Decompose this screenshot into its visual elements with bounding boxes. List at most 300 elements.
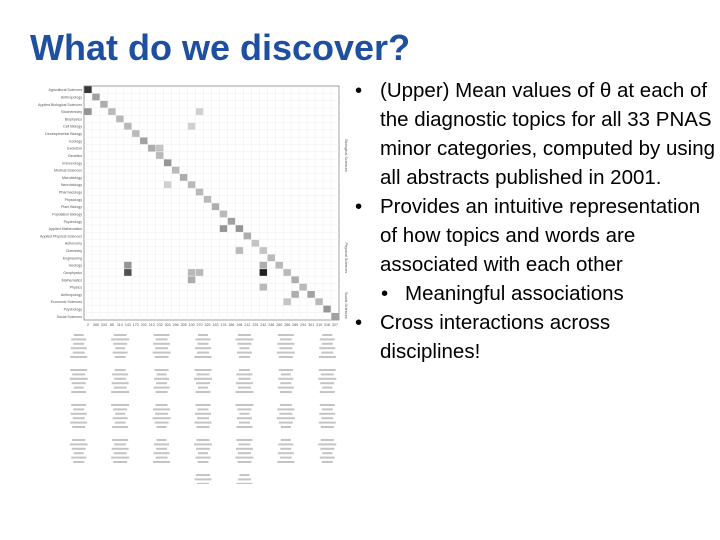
heatmap-cell bbox=[172, 167, 179, 174]
column-number: 280 bbox=[92, 323, 99, 327]
heatmap-cell bbox=[132, 130, 139, 137]
word-list-line bbox=[111, 391, 129, 393]
word-list-line bbox=[318, 443, 336, 445]
word-list-line bbox=[115, 369, 126, 371]
heatmap-cell bbox=[196, 108, 203, 115]
word-list-line bbox=[195, 422, 212, 424]
word-list-line bbox=[280, 404, 292, 406]
column-number: 176 bbox=[220, 323, 227, 327]
heatmap-cell bbox=[164, 181, 171, 188]
word-list-line bbox=[321, 417, 333, 419]
row-label: Applied Mathematics bbox=[48, 227, 82, 232]
word-list-line bbox=[279, 369, 293, 371]
word-list-line bbox=[322, 334, 332, 336]
word-list-line bbox=[236, 382, 253, 384]
topic-category-figure bbox=[28, 84, 350, 484]
column-number: 270 bbox=[196, 323, 203, 327]
heatmap-cell bbox=[252, 240, 259, 247]
word-list-line bbox=[112, 382, 129, 384]
word-list-line bbox=[236, 439, 252, 441]
word-list-line bbox=[154, 387, 170, 389]
word-list-line bbox=[237, 417, 252, 419]
word-list-line bbox=[196, 382, 210, 384]
column-number: 333 bbox=[100, 323, 107, 327]
category-group-label: Biological Sciences bbox=[344, 139, 348, 172]
word-list-line bbox=[114, 452, 127, 454]
column-number: 294 bbox=[300, 323, 307, 327]
word-list-line bbox=[280, 457, 292, 459]
column-number: 100 bbox=[188, 323, 195, 327]
word-list-line bbox=[198, 343, 209, 345]
row-label: Applied Biological Sciences bbox=[38, 102, 82, 107]
heatmap-cell bbox=[268, 254, 275, 261]
word-list-line bbox=[280, 382, 291, 384]
word-list-line bbox=[115, 347, 125, 349]
word-list-line bbox=[195, 356, 212, 358]
row-label: Population Biology bbox=[52, 212, 82, 217]
word-list-line bbox=[235, 404, 253, 406]
word-list-line bbox=[320, 338, 335, 340]
word-list-line bbox=[319, 369, 336, 371]
column-number: 305 bbox=[180, 323, 187, 327]
word-list-line bbox=[237, 352, 252, 354]
word-list-line bbox=[154, 378, 169, 380]
word-list-line bbox=[238, 478, 251, 480]
heatmap-cell bbox=[188, 269, 195, 276]
heatmap-cell bbox=[323, 306, 330, 313]
heatmap-cell bbox=[156, 152, 163, 159]
word-list-line bbox=[194, 443, 212, 445]
word-list-line bbox=[73, 408, 84, 410]
slide-title: What do we discover? bbox=[30, 27, 411, 68]
column-number: 260 bbox=[276, 323, 283, 327]
row-label: Chemistry bbox=[65, 249, 82, 254]
heatmap-cell bbox=[140, 137, 147, 144]
word-list-line bbox=[156, 448, 167, 450]
column-number: 301 bbox=[308, 323, 315, 327]
word-list-line bbox=[239, 356, 250, 358]
heatmap-cell bbox=[204, 196, 211, 203]
word-list-line bbox=[114, 443, 126, 445]
word-list-line bbox=[318, 378, 336, 380]
heatmap-cell bbox=[260, 247, 267, 254]
word-list-line bbox=[154, 452, 170, 454]
word-list-line bbox=[198, 461, 209, 463]
bullet-item bbox=[355, 76, 715, 192]
word-list-line bbox=[196, 457, 211, 459]
word-list-line bbox=[157, 439, 167, 441]
heatmap-cell bbox=[260, 269, 267, 276]
word-list-line bbox=[155, 422, 169, 424]
word-list-line bbox=[322, 408, 333, 410]
heatmap-cell bbox=[236, 247, 243, 254]
heatmap-cell bbox=[156, 145, 163, 152]
column-number: 248 bbox=[268, 323, 275, 327]
word-list-line bbox=[237, 343, 251, 345]
word-list-line bbox=[70, 378, 88, 380]
column-number: 318 bbox=[324, 323, 331, 327]
word-list-line bbox=[157, 426, 167, 428]
word-list-line bbox=[115, 422, 126, 424]
word-list-line bbox=[154, 443, 169, 445]
word-list-line bbox=[196, 448, 210, 450]
word-list-line bbox=[278, 443, 293, 445]
row-label: Anthropology bbox=[60, 95, 82, 100]
word-list-line bbox=[277, 417, 295, 419]
word-list-line bbox=[319, 356, 336, 358]
word-list-line bbox=[156, 338, 168, 340]
heatmap-cell bbox=[108, 108, 115, 115]
column-number: 266 bbox=[284, 323, 291, 327]
word-list-line bbox=[235, 457, 253, 459]
word-list-line bbox=[320, 404, 335, 406]
word-list-line bbox=[277, 408, 294, 410]
word-list-line bbox=[197, 426, 210, 428]
bullet-item bbox=[355, 192, 715, 279]
row-label: Genetics bbox=[67, 153, 82, 158]
column-number: 232 bbox=[156, 323, 163, 327]
heatmap-cell bbox=[84, 86, 91, 93]
word-list-line bbox=[154, 334, 170, 336]
word-list-line bbox=[153, 343, 170, 345]
word-list-line bbox=[71, 457, 86, 459]
word-list-line bbox=[71, 391, 86, 393]
word-list-line bbox=[114, 334, 127, 336]
row-label: Plant Biology bbox=[61, 205, 82, 210]
row-label: Biophysics bbox=[64, 117, 82, 122]
heatmap-cell bbox=[188, 276, 195, 283]
sub-bullet-item bbox=[355, 279, 715, 308]
column-number: 325 bbox=[204, 323, 211, 327]
word-list-line bbox=[195, 369, 212, 371]
bullet-item bbox=[355, 308, 715, 366]
row-label: Mathematics bbox=[61, 278, 82, 283]
word-list-line bbox=[235, 338, 253, 340]
word-list-line bbox=[281, 373, 291, 375]
word-list-line bbox=[72, 448, 86, 450]
word-list-line bbox=[238, 334, 251, 336]
column-number: 296 bbox=[172, 323, 179, 327]
word-list-line bbox=[320, 457, 335, 459]
word-list-line bbox=[71, 347, 87, 349]
heatmap-cell bbox=[164, 159, 171, 166]
word-list-line bbox=[155, 356, 169, 358]
bullet-text: Meaningful associations bbox=[405, 282, 624, 305]
column-number: 327 bbox=[332, 323, 339, 327]
heatmap-cell bbox=[331, 313, 338, 320]
word-list-line bbox=[73, 417, 85, 419]
heatmap-cell bbox=[124, 269, 131, 276]
word-list-line bbox=[319, 422, 336, 424]
row-label: Pharmacology bbox=[59, 190, 82, 195]
column-number: 202 bbox=[140, 323, 147, 327]
word-list-line bbox=[239, 369, 250, 371]
word-list-line bbox=[112, 448, 129, 450]
bullet-dot-icon: • bbox=[355, 311, 363, 334]
word-list-line bbox=[196, 391, 211, 393]
heatmap-cell bbox=[228, 218, 235, 225]
heatmap-cell bbox=[260, 284, 267, 291]
column-number: 170 bbox=[132, 323, 139, 327]
row-label: Applied Physical Sciences bbox=[40, 234, 82, 239]
word-list-line bbox=[111, 404, 129, 406]
word-list-line bbox=[322, 343, 333, 345]
word-list-line bbox=[277, 343, 294, 345]
word-list-line bbox=[155, 369, 169, 371]
word-list-line bbox=[115, 413, 125, 415]
word-list-line bbox=[73, 461, 84, 463]
word-list-line bbox=[74, 334, 84, 336]
word-list-line bbox=[236, 373, 252, 375]
category-group-label: Social Sciences bbox=[344, 291, 348, 319]
word-list-line bbox=[112, 439, 128, 441]
word-list-line bbox=[237, 461, 251, 463]
word-list-line bbox=[194, 378, 212, 380]
word-list-line bbox=[157, 373, 167, 375]
word-list-line bbox=[197, 352, 209, 354]
column-number: 242 bbox=[260, 323, 267, 327]
row-label: Agricultural Sciences bbox=[48, 88, 82, 93]
word-list-line bbox=[279, 422, 293, 424]
heatmap-cell bbox=[220, 211, 227, 218]
row-label: Geology bbox=[68, 263, 82, 268]
word-list-line bbox=[279, 413, 292, 415]
word-list-line bbox=[111, 457, 129, 459]
word-list-line bbox=[113, 408, 127, 410]
word-list-line bbox=[239, 474, 249, 476]
column-number: 310 bbox=[316, 323, 323, 327]
heatmap-cell bbox=[180, 174, 187, 181]
word-list-line bbox=[238, 452, 251, 454]
bullet-list bbox=[355, 76, 715, 366]
word-list-line bbox=[153, 417, 171, 419]
word-list-line bbox=[72, 382, 86, 384]
word-list-line bbox=[238, 443, 250, 445]
word-list-line bbox=[156, 457, 168, 459]
word-list-line bbox=[239, 413, 249, 415]
word-list-line bbox=[198, 452, 208, 454]
word-list-line bbox=[153, 408, 170, 410]
row-label: Developmental Biology bbox=[45, 132, 82, 137]
row-label: Biochemistry bbox=[61, 110, 82, 115]
row-label: Anthropology bbox=[60, 292, 82, 297]
word-list-line bbox=[74, 452, 84, 454]
word-list-line bbox=[195, 478, 212, 480]
heatmap-cell bbox=[220, 225, 227, 232]
word-list-line bbox=[237, 408, 251, 410]
row-label: Immunology bbox=[62, 161, 82, 166]
word-list-line bbox=[114, 378, 126, 380]
word-list-line bbox=[197, 373, 210, 375]
row-label: Economic Sciences bbox=[50, 300, 82, 305]
word-list-line bbox=[278, 452, 294, 454]
word-list-line bbox=[278, 334, 294, 336]
heatmap-cell bbox=[124, 123, 131, 130]
word-list-line bbox=[281, 439, 291, 441]
word-list-line bbox=[322, 452, 332, 454]
word-list-line bbox=[236, 426, 252, 428]
column-number: 198 bbox=[236, 323, 243, 327]
word-list-line bbox=[153, 461, 170, 463]
column-number: 210 bbox=[148, 323, 155, 327]
word-list-line bbox=[70, 369, 87, 371]
column-number: 143 bbox=[124, 323, 131, 327]
word-list-line bbox=[280, 338, 292, 340]
word-list-line bbox=[71, 404, 86, 406]
word-list-line bbox=[196, 338, 211, 340]
heatmap-cell bbox=[284, 269, 291, 276]
heatmap-cell bbox=[276, 262, 283, 269]
row-label: Ecology bbox=[69, 139, 82, 144]
word-list-line bbox=[196, 474, 210, 476]
word-list-line bbox=[319, 347, 335, 349]
word-list-line bbox=[111, 338, 129, 340]
row-label: Neurobiology bbox=[60, 183, 82, 188]
word-list-line bbox=[278, 387, 294, 389]
column-number: 225 bbox=[252, 323, 259, 327]
row-label: Medical Sciences bbox=[54, 168, 82, 173]
word-list-line bbox=[281, 426, 291, 428]
word-list-line bbox=[319, 413, 335, 415]
word-list-line bbox=[155, 413, 168, 415]
bullet-dot-icon: • bbox=[355, 79, 363, 102]
word-list-line bbox=[279, 347, 292, 349]
word-list-line bbox=[321, 373, 334, 375]
row-label: Engineering bbox=[62, 256, 82, 261]
heatmap-cell bbox=[315, 298, 322, 305]
bullet-dot-icon: • bbox=[355, 195, 363, 218]
heatmap-cell bbox=[236, 225, 243, 232]
word-list-line bbox=[70, 443, 88, 445]
word-list-line bbox=[280, 448, 291, 450]
word-list-line bbox=[196, 404, 211, 406]
row-label: Microbiology bbox=[61, 175, 82, 180]
heatmap-cell bbox=[188, 123, 195, 130]
word-list-line bbox=[71, 413, 87, 415]
word-list-line bbox=[277, 461, 294, 463]
word-list-line bbox=[236, 483, 252, 484]
heatmap-cell bbox=[84, 108, 91, 115]
word-list-line bbox=[280, 391, 292, 393]
word-list-line bbox=[153, 352, 171, 354]
word-list-line bbox=[239, 422, 250, 424]
word-list-line bbox=[198, 387, 208, 389]
word-list-line bbox=[112, 373, 128, 375]
word-list-line bbox=[71, 338, 86, 340]
bullet-dot-icon: • bbox=[381, 282, 389, 305]
word-list-line bbox=[236, 448, 253, 450]
word-list-line bbox=[197, 439, 210, 441]
word-list-line bbox=[74, 387, 84, 389]
word-list-line bbox=[320, 448, 334, 450]
word-list-line bbox=[197, 483, 209, 484]
word-list-line bbox=[72, 439, 85, 441]
heatmap-cell bbox=[307, 291, 314, 298]
row-label: Psychology bbox=[63, 219, 82, 224]
word-list-line bbox=[113, 352, 128, 354]
word-list-line bbox=[70, 422, 87, 424]
heatmap-cell bbox=[260, 262, 267, 269]
word-list-line bbox=[113, 417, 128, 419]
word-list-line bbox=[320, 391, 335, 393]
heatmap-cell bbox=[124, 262, 131, 269]
word-list-line bbox=[239, 347, 249, 349]
column-number: 303 bbox=[164, 323, 171, 327]
word-list-line bbox=[198, 334, 208, 336]
word-list-line bbox=[72, 426, 85, 428]
heatmap-cell bbox=[196, 269, 203, 276]
row-label: Physiology bbox=[64, 197, 82, 202]
word-list-line bbox=[238, 378, 250, 380]
column-number: 186 bbox=[228, 323, 235, 327]
word-list-line bbox=[195, 413, 211, 415]
word-list-line bbox=[156, 391, 168, 393]
row-label: Geophysics bbox=[63, 270, 82, 275]
heatmap-cell bbox=[284, 298, 291, 305]
word-list-line bbox=[322, 461, 333, 463]
word-list-line bbox=[73, 352, 85, 354]
word-list-line bbox=[70, 356, 87, 358]
column-number: 85 bbox=[109, 323, 114, 327]
word-list-line bbox=[278, 378, 293, 380]
heatmap-cell bbox=[148, 145, 155, 152]
heatmap-cell bbox=[244, 233, 251, 240]
bullet-text: (Upper) Mean values of θ at each of the diagnostic topics for all 33 PNAS minor categories, computed by using all abstracts published in 2001. bbox=[380, 79, 716, 189]
word-list-line bbox=[320, 382, 334, 384]
row-label: Social Sciences bbox=[56, 314, 82, 319]
word-list-line bbox=[321, 426, 334, 428]
word-list-line bbox=[235, 391, 253, 393]
word-list-line bbox=[115, 356, 126, 358]
bullet-text: Provides an intuitive representation of how topics and words are associated with each other bbox=[380, 195, 701, 276]
column-number: 163 bbox=[212, 323, 219, 327]
word-list-line bbox=[197, 417, 209, 419]
word-list-line bbox=[156, 382, 167, 384]
heatmap-cell bbox=[291, 291, 298, 298]
word-list-line bbox=[279, 356, 293, 358]
word-list-line bbox=[72, 373, 85, 375]
heatmap-cell bbox=[92, 94, 99, 101]
heatmap-cell bbox=[291, 276, 298, 283]
word-list-line bbox=[156, 404, 168, 406]
word-list-line bbox=[321, 439, 334, 441]
word-list-line bbox=[238, 387, 251, 389]
word-list-line bbox=[113, 461, 127, 463]
heatmap-cell bbox=[188, 181, 195, 188]
row-label: Astronomy bbox=[64, 241, 82, 246]
row-label: Cell Biology bbox=[63, 124, 82, 129]
heatmap-cell bbox=[212, 203, 219, 210]
word-list-line bbox=[113, 343, 127, 345]
word-list-line bbox=[322, 387, 332, 389]
word-list-line bbox=[277, 352, 295, 354]
heatmap-cell bbox=[196, 189, 203, 196]
word-list-line bbox=[114, 387, 127, 389]
word-list-line bbox=[155, 347, 168, 349]
category-group-label: Physical Sciences bbox=[344, 242, 348, 274]
bullet-text: Cross interactions across disciplines! bbox=[380, 311, 611, 363]
column-number: 289 bbox=[292, 323, 299, 327]
row-label: Evolution bbox=[67, 146, 82, 151]
word-list-line bbox=[198, 408, 209, 410]
word-list-line bbox=[321, 352, 333, 354]
heatmap-cell bbox=[116, 116, 123, 123]
word-list-line bbox=[195, 347, 211, 349]
heatmap-cell bbox=[100, 101, 107, 108]
heatmap-cell bbox=[299, 284, 306, 291]
word-list-line bbox=[112, 426, 128, 428]
row-label: Physics bbox=[69, 285, 82, 290]
